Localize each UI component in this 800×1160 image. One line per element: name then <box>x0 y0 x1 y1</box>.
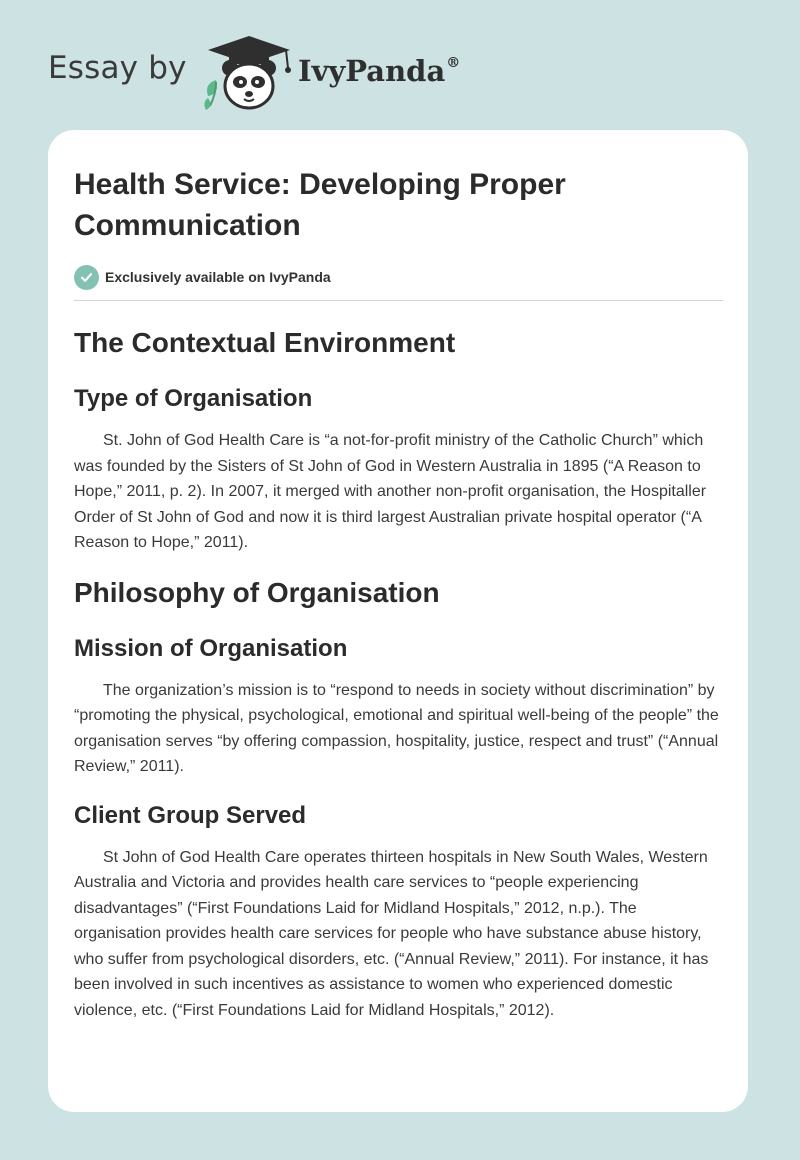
brand-name-text: IvyPanda <box>298 54 446 88</box>
registered-mark: ® <box>446 55 461 71</box>
brand-prefix: Essay by <box>48 50 187 86</box>
section-heading-contextual: The Contextual Environment <box>74 327 456 358</box>
availability-badge <box>74 264 724 290</box>
essay-content <box>74 164 724 1023</box>
brand-name <box>298 54 460 88</box>
brand-header <box>48 34 488 114</box>
badge-text: Exclusively available on IvyPanda <box>105 269 331 285</box>
essay-card <box>48 130 748 1112</box>
section-heading-philosophy: Philosophy of Organisation <box>74 576 440 608</box>
subheading-type-of-organisation: Type of Organisation <box>74 385 313 412</box>
divider <box>74 300 723 301</box>
subheading-mission: Mission of Organisation <box>74 634 348 662</box>
panda-graduate-icon <box>202 34 296 110</box>
paragraph-mission: The organization’s mission is to “respond to needs in society without discrimination” by “promoting the physical, psychological, emotional and spiritual well-being of the people” the organisation serves “by offering compassion, hospitality, justice, respect and trust” (“Annual Review,” 2011). <box>74 681 719 775</box>
essay-title: Health Service: Developing Proper Communication <box>74 168 566 242</box>
paragraph-type-of-organisation: St. John of God Health Care is “a not-for-profit ministry of the Catholic Church” which was founded by the Sisters of St John of God in Western Australia in 1895 (“A Reason to Hope,” 2011, p. 2). In 2007, it merged with another non-profit organisation, the Hospitaller Order of St John of God and now it is third largest Australian private hospital operator (“A Reason to Hope,” 2011). <box>74 432 707 551</box>
paragraph-client-group: St John of God Health Care operates thirteen hospitals in New South Wales, Western Australia and Victoria and provides health care services to “people experiencing disadvantages” (“First Foundations Laid for Midland Hospitals,” 2012, n.p.). The organisation provides health care services for people who have substance abuse history, who suffer from psychological disorders, etc. (“Annual Review,” 2011). For instance, it has been involved in such incentives as assistance to women who experienced domestic violence, etc. (“First Foundations Laid for Midland Hospitals,” 2012). <box>74 848 709 1019</box>
checkmark-icon <box>74 265 99 290</box>
subheading-client-group: Client Group Served <box>74 801 307 829</box>
